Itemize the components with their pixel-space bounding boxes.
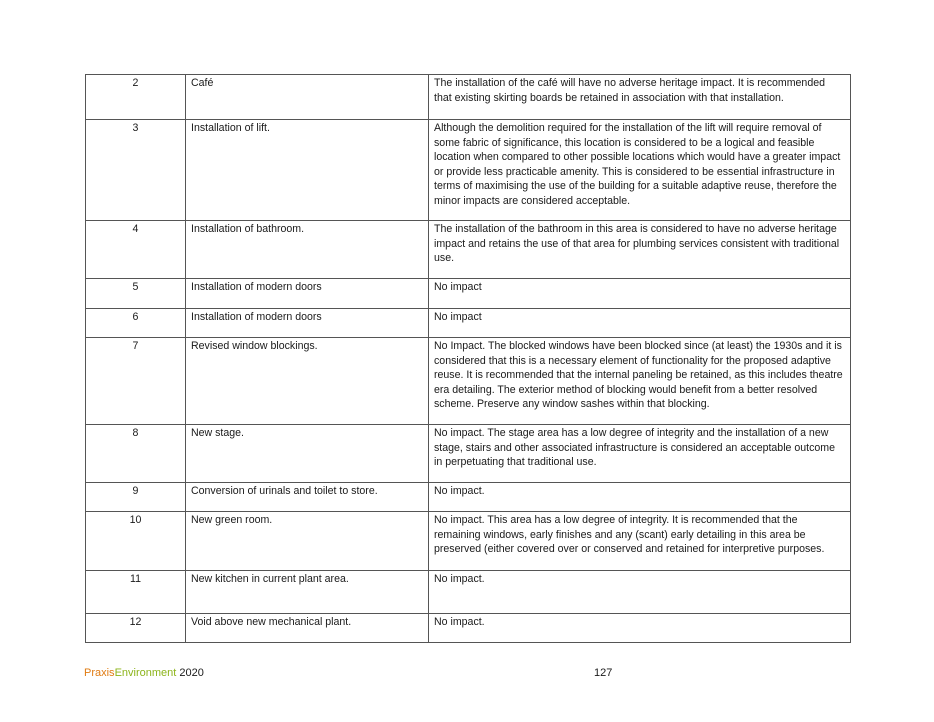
row-number-cell: 3	[86, 120, 186, 221]
row-number-cell: 12	[86, 614, 186, 643]
impact-cell: No Impact. The blocked windows have been blocked since (at least) the 1930s and it is considered that this is a necessary element of functionality for the proposed adaptive reuse. It is recommended that the internal paneling be retained, as this includes theatre era detailing. The exterior method of blocking would benefit from a better resolved scheme. Preserve any window sashes within that blocking.	[429, 338, 851, 425]
table-row	[86, 338, 851, 425]
row-number-cell: 4	[86, 221, 186, 279]
row-number-cell: 8	[86, 425, 186, 483]
heritage-impact-table	[85, 74, 851, 643]
impact-cell: No impact. The stage area has a low degree of integrity and the installation of a new stage, stairs and other associated infrastructure is considered an acceptable outcome in perpetuating that traditional use.	[429, 425, 851, 483]
item-cell: Conversion of urinals and toilet to store.	[186, 483, 429, 512]
impact-cell: No impact.	[429, 571, 851, 614]
item-cell: Void above new mechanical plant.	[186, 614, 429, 643]
table-row	[86, 614, 851, 643]
item-cell: Revised window blockings.	[186, 338, 429, 425]
impact-cell: No impact.	[429, 614, 851, 643]
table-row	[86, 221, 851, 279]
table-row	[86, 483, 851, 512]
table-row	[86, 120, 851, 221]
table-row	[86, 309, 851, 338]
row-number-cell: 5	[86, 279, 186, 309]
table-row	[86, 425, 851, 483]
page-number: 127	[594, 667, 613, 679]
table-row	[86, 571, 851, 614]
impact-cell: Although the demolition required for the installation of the lift will require removal of some fabric of significance, this location is considered to be a logical and feasible location when compared to other possible locations which would have a greater impact or provide less practicable amenity. This is considered to be essential infrastructure in terms of maximising the use of the building for a suitable adaptive reuse, therefore the minor impacts are considered acceptable.	[429, 120, 851, 221]
impact-cell: No impact	[429, 309, 851, 338]
impact-cell: No impact	[429, 279, 851, 309]
footer-brand	[84, 666, 204, 680]
item-cell: New green room.	[186, 512, 429, 571]
table-row	[86, 279, 851, 309]
impact-cell: No impact. This area has a low degree of integrity. It is recommended that the remaining windows, early finishes and any (scant) early detailing in this area be preserved (either covered over or conserved and retained for interpretive purposes.	[429, 512, 851, 571]
item-cell: Installation of bathroom.	[186, 221, 429, 279]
item-cell: New kitchen in current plant area.	[186, 571, 429, 614]
impact-cell: No impact.	[429, 483, 851, 512]
row-number-cell: 9	[86, 483, 186, 512]
row-number-cell: 11	[86, 571, 186, 614]
row-number-cell: 10	[86, 512, 186, 571]
impact-cell: The installation of the bathroom in this area is considered to have no adverse heritage impact and retains the use of that area for plumbing services consistent with traditional use.	[429, 221, 851, 279]
item-cell: Installation of modern doors	[186, 309, 429, 338]
row-number-cell: 7	[86, 338, 186, 425]
item-cell: Installation of lift.	[186, 120, 429, 221]
table-row	[86, 75, 851, 120]
brand-environment-text: Environment	[114, 667, 177, 679]
row-number-cell: 6	[86, 309, 186, 338]
table-row	[86, 512, 851, 571]
item-cell: New stage.	[186, 425, 429, 483]
brand-praxis-text: Praxis	[84, 667, 115, 679]
impact-cell: The installation of the café will have no adverse heritage impact. It is recommended that existing skirting boards be retained in association with that installation.	[429, 75, 851, 120]
footer-year: 2020	[176, 667, 204, 679]
item-cell: Café	[186, 75, 429, 120]
row-number-cell: 2	[86, 75, 186, 120]
item-cell: Installation of modern doors	[186, 279, 429, 309]
